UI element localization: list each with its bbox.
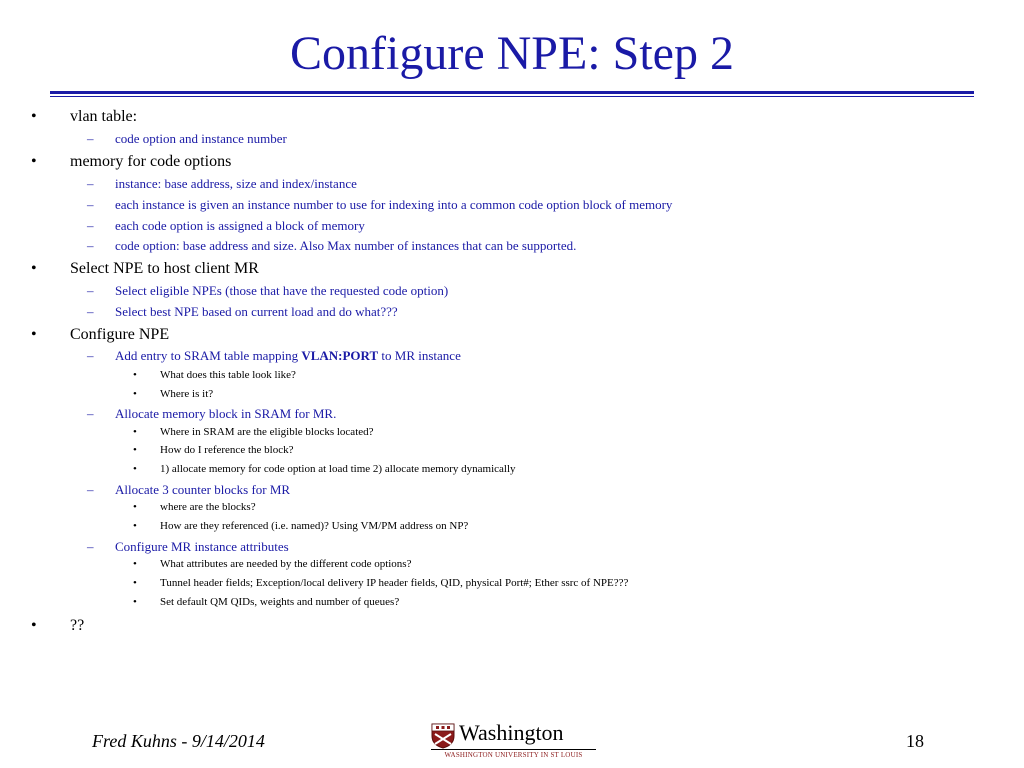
- bullet-text-main: Configure MR instance attributes: [115, 539, 289, 554]
- bullet-text-main: How are they referenced (i.e. named)? Using VM/PM address on NP?: [160, 520, 469, 532]
- dash-marker: –: [87, 304, 94, 319]
- bullet-text-main: Tunnel header fields; Exception/local delivery IP header fields, QID, physical Port#; Ether ssrc of NPE???: [160, 577, 629, 589]
- bullet-marker: •: [133, 520, 137, 532]
- dash-marker: –: [87, 283, 94, 298]
- bullet-text: [160, 369, 296, 381]
- dash-marker: –: [87, 176, 94, 191]
- bullet-text: [160, 463, 516, 475]
- bullet-text: [160, 388, 213, 400]
- bullet-text: [160, 444, 293, 456]
- bullet-marker: •: [133, 388, 137, 400]
- dash-marker: –: [87, 131, 94, 146]
- bullet-text-main: Select NPE to host client MR: [70, 260, 259, 277]
- bullet-marker: •: [31, 260, 37, 277]
- bullet-text: [115, 406, 336, 422]
- bullet-text-main: Allocate memory block in SRAM for MR.: [115, 406, 337, 421]
- bullet-text: [115, 482, 290, 498]
- bullet-text-main: Where in SRAM are the eligible blocks located?: [160, 426, 374, 438]
- bullet-text: [160, 577, 628, 589]
- logo-name: Washington: [459, 720, 564, 745]
- bullet-text: [115, 348, 461, 364]
- bullet-text: [160, 426, 374, 438]
- bullet-text-main: Add entry to SRAM table mapping: [115, 348, 302, 363]
- bullet-text: [115, 131, 287, 147]
- dash-marker: –: [87, 197, 94, 212]
- university-logo: [431, 722, 596, 762]
- bullet-marker: •: [133, 463, 137, 475]
- bullet-text: [70, 153, 231, 171]
- bullet-text: [115, 283, 448, 299]
- bullet-text-main: code option and instance number: [115, 131, 287, 146]
- bullet-marker: •: [133, 558, 137, 570]
- bullet-text: [115, 218, 365, 234]
- bullet-text: [160, 596, 399, 608]
- logo-subtitle: WASHINGTON UNIVERSITY IN ST LOUIS: [431, 749, 596, 760]
- bullet-marker: •: [31, 108, 37, 125]
- bullet-text: [70, 326, 169, 344]
- slide-title: Configure NPE: Step 2: [290, 27, 734, 80]
- bullet-text-main: each code option is assigned a block of memory: [115, 218, 365, 233]
- bullet-text: [70, 260, 259, 278]
- bullet-marker: •: [133, 369, 137, 381]
- bullet-text-main: How do I reference the block?: [160, 444, 294, 456]
- bullet-text: [160, 501, 256, 513]
- bullet-marker: •: [133, 426, 137, 438]
- page-number: 18: [906, 731, 924, 751]
- dash-marker: –: [87, 539, 94, 554]
- bullet-text: [115, 197, 672, 213]
- bullet-text: [115, 539, 289, 555]
- bullet-text-bold: VLAN:PORT: [301, 348, 379, 363]
- bullet-text: [70, 617, 84, 635]
- bullet-text-main: What does this table look like?: [160, 369, 296, 381]
- bullet-text: [115, 304, 398, 320]
- bullet-text-main: Set default QM QIDs, weights and number of queues?: [160, 596, 400, 608]
- bullet-text-main: Allocate 3 counter blocks for MR: [115, 482, 291, 497]
- dash-marker: –: [87, 406, 94, 421]
- footer-author-date: Fred Kuhns - 9/14/2014: [92, 731, 265, 751]
- bullet-marker: •: [31, 153, 37, 170]
- bullet-text: [115, 238, 576, 254]
- bullet-text: [160, 520, 468, 532]
- bullet-text-main: code option: base address and size. Also Max number of instances that can be supported.: [115, 238, 577, 253]
- dash-marker: –: [87, 238, 94, 253]
- bullet-text-main: Select eligible NPEs (those that have the requested code option): [115, 283, 449, 298]
- bullet-text: [70, 108, 137, 126]
- bullet-marker: •: [133, 444, 137, 456]
- dash-marker: –: [87, 348, 94, 363]
- bullet-text-main: instance: base address, size and index/instance: [115, 176, 357, 191]
- bullet-text-main: Select best NPE based on current load and do what???: [115, 304, 398, 319]
- bullet-text-main: memory for code options: [70, 153, 232, 170]
- bullet-marker: •: [31, 617, 37, 634]
- bullet-marker: •: [133, 501, 137, 513]
- dash-marker: –: [87, 218, 94, 233]
- bullet-text-main: What attributes are needed by the different code options?: [160, 558, 412, 570]
- shield-icon: [431, 723, 455, 749]
- bullet-marker: •: [133, 577, 137, 589]
- dash-marker: –: [87, 482, 94, 497]
- bullet-text: [160, 558, 411, 570]
- bullet-text-main: where are the blocks?: [160, 501, 256, 513]
- bullet-text-main: ??: [70, 617, 85, 634]
- bullet-text-main: 1) allocate memory for code option at load time 2) allocate memory dynamically: [160, 463, 516, 475]
- bullet-text-main: each instance is given an instance number to use for indexing into a common code option block of memory: [115, 197, 673, 212]
- bullet-text-main: Configure NPE: [70, 326, 170, 343]
- bullet-text-main: Where is it?: [160, 388, 214, 400]
- bullet-text-main: vlan table:: [70, 108, 138, 125]
- bullet-marker: •: [133, 596, 137, 608]
- bullet-marker: •: [31, 326, 37, 343]
- bullet-text: [115, 176, 357, 192]
- bullet-text-tail: to MR instance: [378, 348, 461, 363]
